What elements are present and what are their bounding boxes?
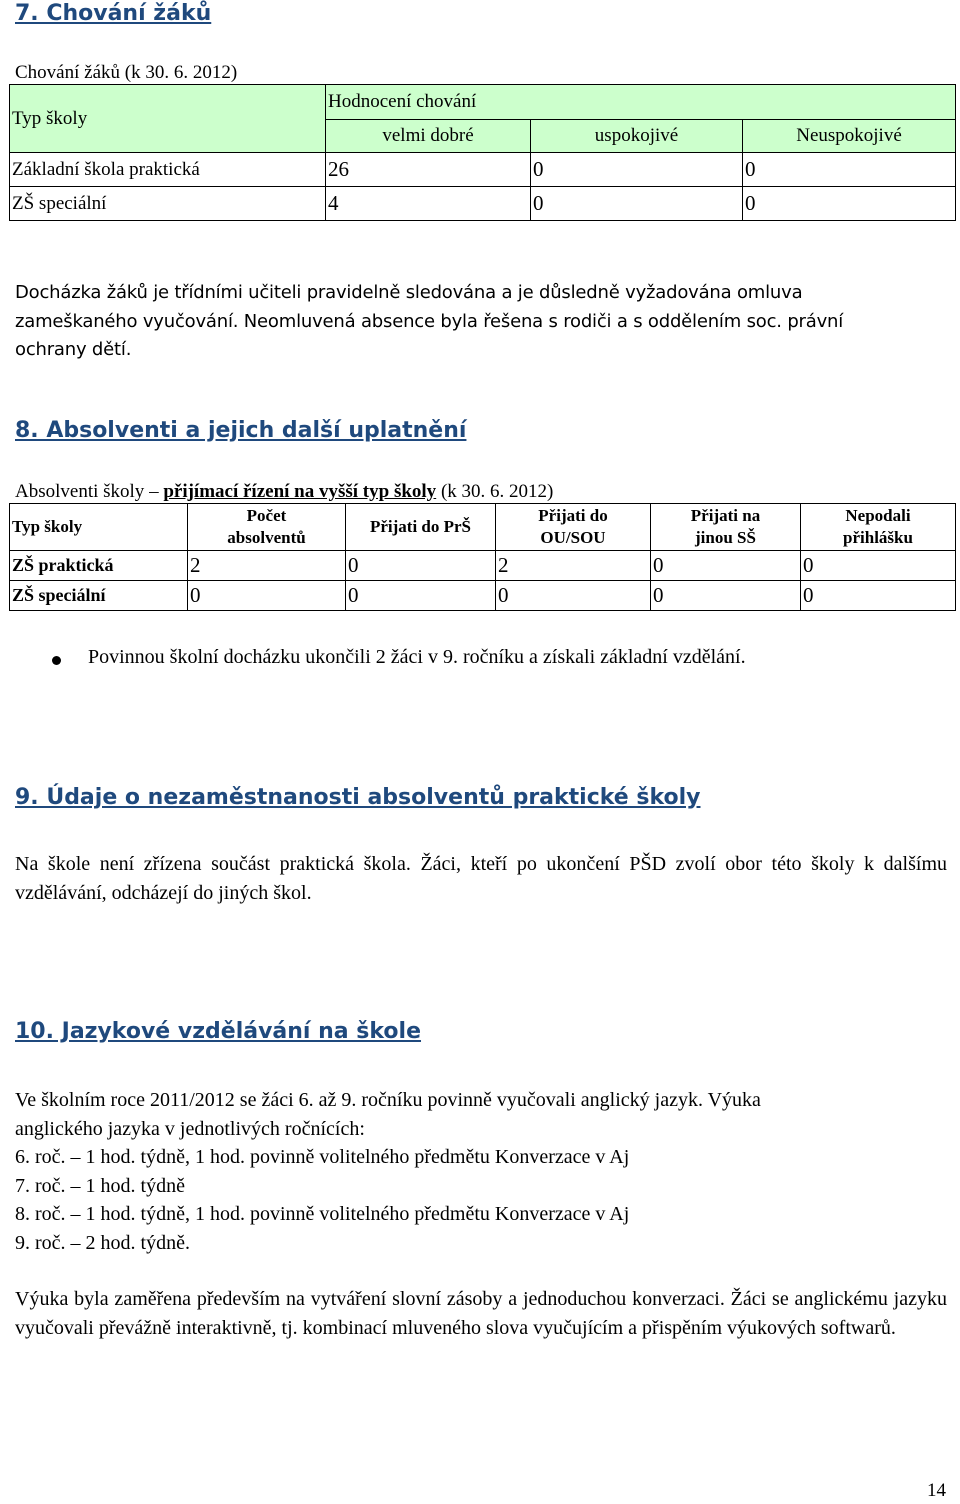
caption-emphasis: přijímací řízení na vyšší typ školy [163, 481, 437, 502]
header-line: Nepodali [845, 506, 911, 525]
text-line: 6. roč. – 1 hod. týdně, 1 hod. povinně volitelného předmětu Konverzace v Aj [15, 1146, 630, 1168]
graduates-table-caption [15, 481, 553, 503]
text-line: Ve školním roce 2011/2012 se žáci 6. až 9. ročníku povinně vyučovali anglický jazyk. Výuka [15, 1089, 761, 1111]
bullet-icon [52, 656, 61, 665]
cell: 4 [326, 187, 531, 221]
header-line: Počet [246, 506, 287, 525]
col-header-type: Typ školy [10, 85, 326, 153]
col-header-not-applied [801, 504, 956, 551]
cell: 2 [188, 551, 346, 581]
header-line: Přijati na [690, 506, 761, 525]
header-line: Přijati do [538, 506, 608, 525]
section-10-title: 10. Jazykové vzdělávání na škole [15, 1019, 422, 1044]
row-label: ZŠ speciální [10, 581, 188, 611]
text-line: 7. roč. – 1 hod. týdně [15, 1174, 185, 1197]
group-header-behavior: Hodnocení chování [326, 85, 956, 120]
header-line: OU/SOU [540, 528, 606, 547]
behavior-table [9, 84, 956, 221]
cell: 0 [801, 551, 956, 581]
cell: 0 [531, 153, 743, 187]
row-label: ZŠ speciální [10, 187, 326, 221]
text-line: 9. roč. – 2 hod. týdně. [15, 1231, 190, 1254]
cell: 0 [651, 581, 801, 611]
caption-prefix: Absolventi školy [15, 481, 145, 502]
header-line: přihlášku [843, 528, 913, 547]
section-9-paragraph: Na škole není zřízena součást praktická škola. Žáci, kteří po ukončení PŠD zvolí obor této školy k dalšímu vzdělávání, odcházejí do jiných škol. [15, 853, 947, 904]
cell: 26 [326, 153, 531, 187]
col-header-other-ss [651, 504, 801, 551]
cell: 0 [651, 551, 801, 581]
subheader-very-good: velmi dobré [326, 120, 531, 153]
subheader-unsatisfactory: Neuspokojivé [743, 120, 956, 153]
caption-dash: – [144, 481, 164, 502]
table-row [10, 551, 956, 581]
row-label: ZŠ praktická [10, 551, 188, 581]
text-line: zameškaného vyučování. Neomluvená absence byla řešena s rodiči a s oddělením soc. právní [15, 310, 844, 332]
col-header-count [188, 504, 346, 551]
cell: 0 [531, 187, 743, 221]
behavior-table-caption: Chování žáků (k 30. 6. 2012) [15, 62, 238, 83]
subheader-satisfactory: uspokojivé [531, 120, 743, 153]
attendance-paragraph [15, 279, 947, 365]
cell: 0 [188, 581, 346, 611]
col-header-ou-sou [496, 504, 651, 551]
table-row [10, 581, 956, 611]
caption-suffix: (k 30. 6. 2012) [436, 481, 554, 502]
section-8-title: 8. Absolventi a jejich další uplatnění [15, 418, 467, 443]
cell: 0 [346, 581, 496, 611]
text-line: ochrany dětí. [15, 339, 132, 360]
cell: 2 [496, 551, 651, 581]
text-line: 8. roč. – 1 hod. týdně, 1 hod. povinně volitelného předmětu Konverzace v Aj [15, 1203, 630, 1225]
text-line: anglického jazyka v jednotlivých ročnících: [15, 1117, 365, 1140]
row-label: Základní škola praktická [10, 153, 326, 187]
cell: 0 [346, 551, 496, 581]
bullet-text: Povinnou školní docházku ukončili 2 žáci v 9. ročníku a získali základní vzdělání. [88, 646, 746, 668]
graduates-table [9, 503, 956, 611]
page-number: 14 [927, 1480, 946, 1501]
cell: 0 [801, 581, 956, 611]
section-9-title: 9. Údaje o nezaměstnanosti absolventů praktické školy [15, 785, 701, 810]
col-header-prs: Přijati do PrŠ [346, 504, 496, 551]
cell: 0 [743, 153, 956, 187]
col-header-type: Typ školy [10, 504, 188, 551]
section-10-paragraph: Výuka byla zaměřena především na vytváření slovní zásoby a jednoduchou konverzaci. Žáci se anglickému jazyku vyučovali převážně interaktivně, tj. kombinací mluveného slova vyučujícím a přispěním výukových softwarů. [15, 1288, 947, 1339]
section-7-title: 7. Chování žáků [15, 1, 212, 26]
cell: 0 [496, 581, 651, 611]
text-line: Docházka žáků je třídními učiteli pravidelně sledována a je důsledně vyžadována omluva [15, 282, 803, 303]
cell: 0 [743, 187, 956, 221]
table-row [10, 153, 956, 187]
table-row [10, 187, 956, 221]
header-line: absolventů [227, 528, 306, 547]
header-line: jinou SŠ [695, 528, 756, 547]
language-lines [15, 1086, 947, 1257]
